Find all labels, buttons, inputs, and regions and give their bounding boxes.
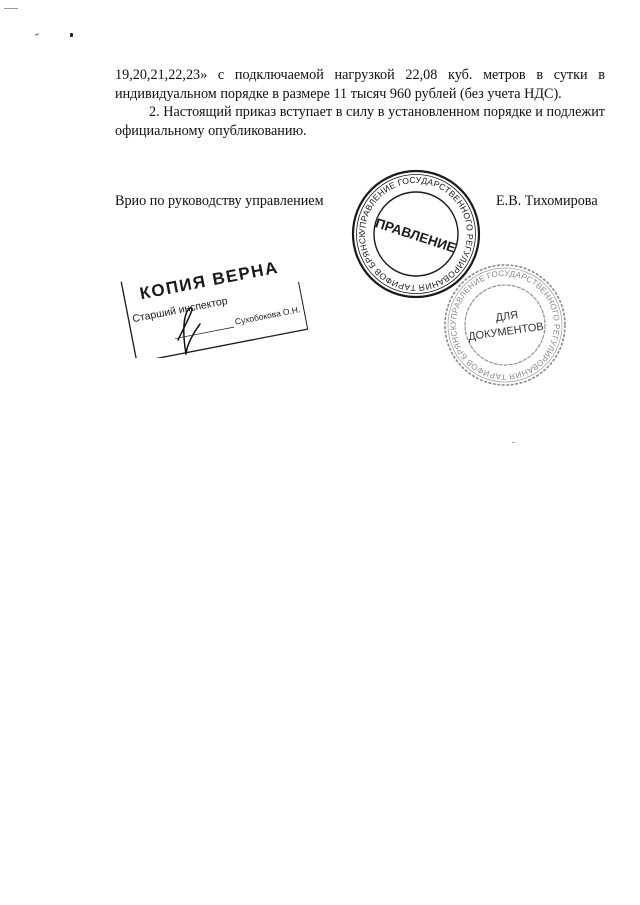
- seal-board-center-text: ПРАВЛЕНИЕ: [373, 215, 458, 256]
- copy-stamp-role: Старший инспектор: [131, 294, 229, 326]
- copy-stamp-title: КОПИЯ ВЕРНА: [138, 258, 281, 304]
- document-body: [115, 66, 605, 140]
- seal-documents-line-2: ДОКУМЕНТОВ: [467, 320, 545, 344]
- seal-board-ring-text: УПРАВЛЕНИЕ ГОСУДАРСТВЕННОГО РЕГУЛИРОВАНИЯ ТАРИФОВ БРЯНСКОЙ ОБЛАСТИ: [346, 160, 476, 294]
- signatory-name: Е.В. Тихомирова: [496, 193, 598, 209]
- signatory-position: Врио по руководству управлением: [115, 193, 324, 209]
- scan-artifact-line: [4, 8, 18, 9]
- copy-verified-stamp: [120, 258, 315, 358]
- scan-artifact-dot: [70, 33, 73, 37]
- paragraph-continuation: 19,20,21,22,23» с подключаемой нагрузкой 22,08 куб. метров в сутки в индивидуальном порядке в размере 11 тысяч 960 рублей (без учета НДС).: [115, 67, 605, 102]
- scan-artifact-speck: [512, 442, 515, 443]
- scan-artifact-dash: [35, 33, 39, 35]
- seal-documents-line-1: ДЛЯ: [494, 309, 519, 325]
- copy-stamp-name: Сухобокова О.Н.: [234, 304, 302, 327]
- paragraph-item-2: 2. Настоящий приказ вступает в силу в установленном порядке и подлежит официальному опубликованию.: [115, 104, 605, 139]
- seal-documents-stamp: [438, 255, 568, 388]
- seal-documents-ring-text: УПРАВЛЕНИЕ ГОСУДАРСТВЕННОГО РЕГУЛИРОВАНИЯ ТАРИФОВ БРЯНСКОЙ ОБЛАСТИ: [438, 255, 562, 382]
